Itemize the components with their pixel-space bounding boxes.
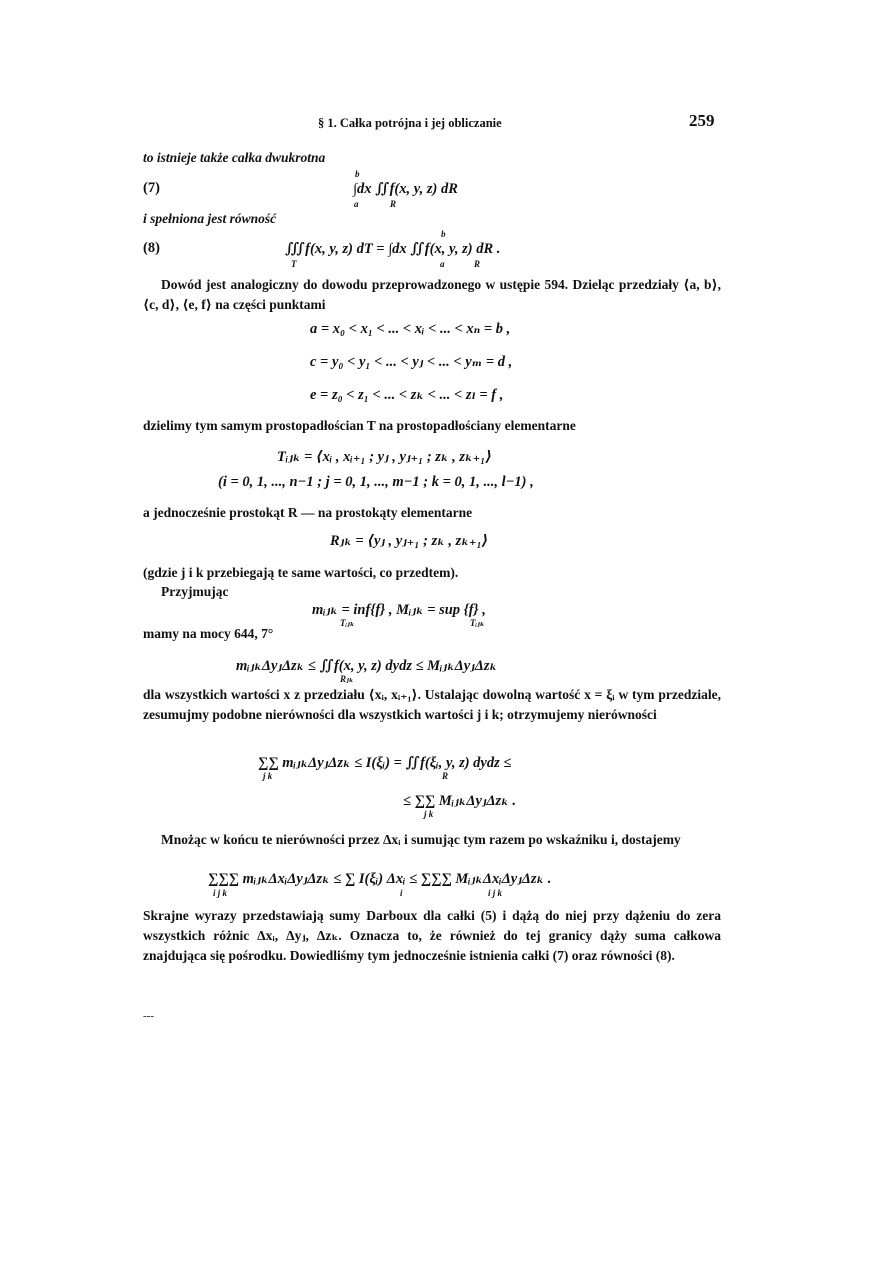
multiply-paragraph: Mnożąc w końcu te nierówności przez Δxᵢ i sumując tym razem po wskaźniku i, dostajemy [161, 832, 681, 847]
equation-8-lower-R: R [474, 259, 481, 269]
rectangle-line: a jednocześnie prostokąt R — na prostokąty elementarne [143, 505, 473, 520]
rjk-formula: Rⱼₖ = ⟨yⱼ , yⱼ₊₁ ; zₖ , zₖ₊₁⟩ [330, 533, 489, 549]
proof-paragraph: Dowód jest analogiczny do dowodu przeprowadzonego w ustępie 594. Dzieląc przedziały ⟨a, b⟩, ⟨c, d⟩, ⟨e, f⟩ na części punktami [143, 277, 721, 312]
tijk-formula: Tᵢⱼₖ = ⟨xᵢ , xᵢ₊₁ ; yⱼ , yⱼ₊₁ ; zₖ , zₖ₊₁⟩ [277, 449, 492, 465]
inequality-3: ∑∑∑ mᵢⱼₖΔxᵢΔyⱼΔzₖ ≤ ∑ I(ξᵢ) Δxᵢ ≤ ∑∑∑ MᵢⱼₖΔxᵢΔyⱼΔzₖ . [208, 871, 552, 887]
partition-y: c = y₀ < y₁ < ... < yⱼ < ... < yₘ = d , [310, 354, 513, 370]
separator: --- [143, 1010, 154, 1022]
equation-7-lower-R: R [390, 199, 397, 209]
inf-sup-formula: mᵢⱼₖ = inf{f} , Mᵢⱼₖ = sup {f} , [312, 602, 486, 618]
sup-subscript: Tᵢⱼₖ [470, 618, 485, 628]
inequality-1: mᵢⱼₖΔyⱼΔzₖ ≤ ∬f(x, y, z) dydz ≤ MᵢⱼₖΔyⱼΔzₖ [236, 658, 498, 674]
where-line: (gdzie j i k przebiegają te same wartości, co przedtem). [143, 565, 459, 580]
inequality-2b-subscript-jk: j k [424, 809, 434, 819]
inequality-2a-subscript-R: R [442, 771, 449, 781]
inequality-1-subscript: Rⱼₖ [340, 674, 354, 684]
inequality-3-subscript-ijk: i j k [213, 888, 228, 898]
equation-7-upper-limit: b [355, 169, 360, 179]
equation-7: ∫dx ∬f(x, y, z) dR [353, 181, 458, 197]
equation-7-number: (7) [143, 180, 160, 196]
inequality-2a-subscript-jk: j k [263, 771, 273, 781]
all-x-paragraph: dla wszystkich wartości x z przedziału ⟨xᵢ, xᵢ₊₁⟩. Ustalając dowolną wartość x = ξᵢ w tym przedziale, zesumujmy podobne nierówności dla wszystkich wartości j i k; otrzymujemy nierówności [143, 687, 721, 722]
equation-7-lower-a: a [354, 199, 359, 209]
partition-z: e = z₀ < z₁ < ... < zₖ < ... < zₗ = f , [310, 387, 504, 403]
index-ranges: (i = 0, 1, ..., n−1 ; j = 0, 1, ..., m−1 ; k = 0, 1, ..., l−1) , [218, 474, 534, 490]
inequality-3-subscript-i: i [400, 888, 403, 898]
equation-8-number: (8) [143, 240, 160, 256]
running-head: § 1. Całka potrójna i jej obliczanie [318, 116, 502, 130]
page-number: 259 [689, 111, 715, 130]
mid-line: i spełniona jest równość [143, 211, 277, 226]
divide-line: dzielimy tym samym prostopadłościan T na prostopadłościany elementarne [143, 418, 576, 433]
have-line: mamy na mocy 644, 7° [143, 626, 274, 641]
intro-line: to istnieje także całka dwukrotna [143, 150, 326, 165]
inequality-3-subscript-ijk-2: i j k [488, 888, 503, 898]
equation-8: ∭f(x, y, z) dT = ∫dx ∬f(x, y, z) dR . [285, 241, 501, 257]
equation-8-lower-T: T [291, 259, 297, 269]
assume-line: Przyjmując [161, 584, 229, 599]
equation-8-lower-a: a [440, 259, 445, 269]
final-paragraph: Skrajne wyrazy przedstawiają sumy Darboux dla całki (5) i dążą do niej przy dążeniu do zera wszystkich różnic Δxᵢ, Δyⱼ, Δzₖ. Oznacza to, że również do tej granicy dąży suma całkowa znajdująca się pośrodku. Dowiedliśmy tym jednocześnie istnienia całki (7) oraz równości (8). [143, 908, 721, 963]
inequality-2b: ≤ ∑∑ MᵢⱼₖΔyⱼΔzₖ . [403, 793, 517, 809]
inequality-2a: ∑∑ mᵢⱼₖΔyⱼΔzₖ ≤ I(ξᵢ) = ∬f(ξᵢ, y, z) dydz ≤ [258, 755, 512, 771]
equation-8-upper-limit: b [441, 229, 446, 239]
partition-x: a = x₀ < x₁ < ... < xᵢ < ... < xₙ = b , [310, 321, 511, 337]
inf-subscript: Tᵢⱼₖ [340, 618, 355, 628]
